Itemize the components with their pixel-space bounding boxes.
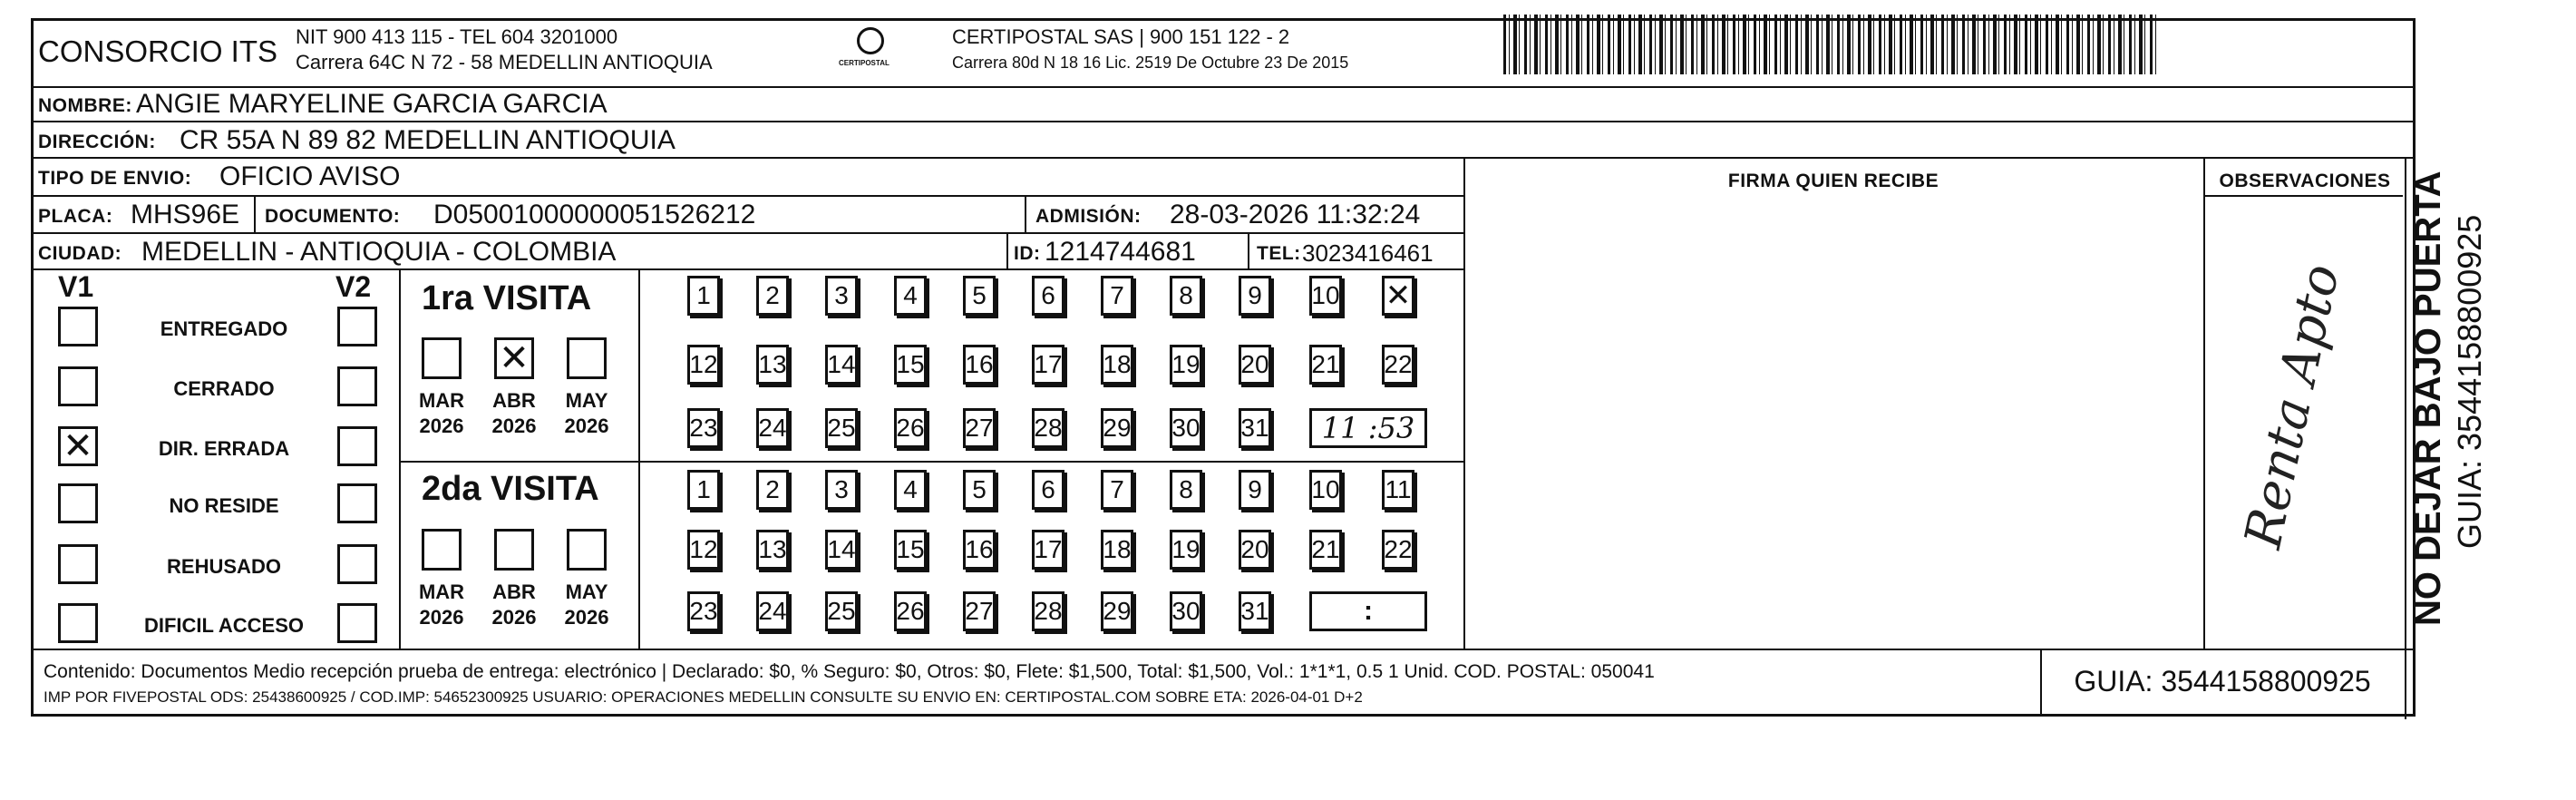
day-box[interactable]: 3 xyxy=(825,276,858,316)
rule xyxy=(31,86,2416,88)
v2-checkbox[interactable] xyxy=(337,603,377,643)
day-box[interactable]: 9 xyxy=(1239,470,1271,510)
day-box[interactable]: 27 xyxy=(963,408,996,448)
day-box[interactable]: 14 xyxy=(825,530,858,570)
rule xyxy=(1006,232,1008,268)
month-label: MAY 2026 xyxy=(564,389,609,437)
day-box[interactable]: 12 xyxy=(687,345,720,385)
day-box[interactable]: 15 xyxy=(894,530,927,570)
rule xyxy=(31,268,1463,270)
day-box[interactable]: 12 xyxy=(687,530,720,570)
day-box[interactable]: 31 xyxy=(1239,408,1271,448)
observaciones-header: OBSERVACIONES xyxy=(2219,171,2391,191)
tipo-envio-value: OFICIO AVISO xyxy=(219,161,401,191)
rule xyxy=(2203,157,2205,649)
status-label: DIR. ERRADA xyxy=(158,437,290,460)
v1-checkbox[interactable] xyxy=(58,366,98,406)
day-box[interactable]: 25 xyxy=(825,591,858,631)
month-checkbox[interactable] xyxy=(422,529,462,571)
direccion-label: DIRECCIÓN: xyxy=(38,132,156,152)
month-checkbox[interactable] xyxy=(567,529,607,571)
day-box[interactable]: 5 xyxy=(963,276,996,316)
id-label: ID: xyxy=(1014,243,1041,264)
status-label: NO RESIDE xyxy=(169,494,279,517)
day-box[interactable]: 19 xyxy=(1170,345,1202,385)
day-box[interactable]: 5 xyxy=(963,470,996,510)
firma-header: FIRMA QUIEN RECIBE xyxy=(1727,171,1939,191)
v1-checkbox[interactable] xyxy=(58,307,98,346)
nombre-value: ANGIE MARYELINE GARCIA GARCIA xyxy=(136,89,608,119)
rule xyxy=(1025,195,1026,232)
second-visit-title: 2da VISITA xyxy=(422,470,599,508)
rule xyxy=(31,649,2416,650)
v2-label: V2 xyxy=(335,270,372,303)
v1-checkbox[interactable] xyxy=(58,483,98,523)
footer-line2: IMP POR FIVEPOSTAL ODS: 25438600925 / COD.IMP: 54652300925 USUARIO: OPERACIONES MEDELLIN CONSULTE SU ENVIO EN: CERTIPOSTAL.COM SOBRE ETA: 2026-04-01 D+2 xyxy=(44,688,1363,706)
day-box[interactable]: 7 xyxy=(1101,470,1133,510)
form-frame xyxy=(31,18,2416,717)
rule xyxy=(31,121,2416,122)
day-box[interactable]: 24 xyxy=(756,408,789,448)
v1-checkbox[interactable] xyxy=(58,603,98,643)
tipo-envio-label: TIPO DE ENVIO: xyxy=(38,168,192,189)
day-box[interactable]: 31 xyxy=(1239,591,1271,631)
day-box[interactable]: 30 xyxy=(1170,408,1202,448)
ciudad-label: CIUDAD: xyxy=(38,243,122,264)
time-box[interactable]: : xyxy=(1309,591,1427,631)
day-box[interactable]: 17 xyxy=(1032,530,1064,570)
footer-guia: GUIA: 3544158800925 xyxy=(2074,665,2371,698)
side-warning: NO DEJAR BAJO PUERTA xyxy=(2408,171,2448,626)
day-box[interactable]: 18 xyxy=(1101,345,1133,385)
month-label: MAR 2026 xyxy=(418,389,465,437)
day-box[interactable]: 22 xyxy=(1382,345,1414,385)
day-box[interactable]: 18 xyxy=(1101,530,1133,570)
admision-value: 28-03-2026 11:32:24 xyxy=(1170,200,1421,229)
first-visit-title: 1ra VISITA xyxy=(422,279,592,317)
documento-value: D05001000000051526212 xyxy=(433,200,756,229)
day-box[interactable]: 4 xyxy=(894,276,927,316)
header-company-line2: Carrera 64C N 72 - 58 MEDELLIN ANTIOQUIA xyxy=(296,51,713,73)
rule xyxy=(2203,195,2403,197)
month-checkbox[interactable] xyxy=(567,337,607,379)
day-box[interactable]: 23 xyxy=(687,408,720,448)
nombre-label: NOMBRE: xyxy=(38,95,132,116)
day-box[interactable]: 14 xyxy=(825,345,858,385)
footer-line1: Contenido: Documentos Medio recepción prueba de entrega: electrónico | Declarado: $0, % Seguro: $0, Otros: $0, Flete: $1,500, Total: $1,500, Vol.: 1*1*1, 0.5 1 Unid. COD. POSTAL: 050041 xyxy=(44,661,1655,682)
observaciones-handwriting: Renta Apto xyxy=(2233,259,2352,553)
day-box[interactable]: 7 xyxy=(1101,276,1133,316)
header-company: CONSORCIO ITS xyxy=(38,34,278,68)
day-box[interactable]: 11 xyxy=(1382,470,1414,510)
day-box[interactable]: 15 xyxy=(894,345,927,385)
day-box[interactable]: 6 xyxy=(1032,276,1064,316)
day-box[interactable]: 8 xyxy=(1170,470,1202,510)
rule xyxy=(31,195,1463,197)
rule xyxy=(31,157,2416,159)
tel-value: 3023416461 xyxy=(1302,239,1434,267)
logo-caption: CERTIPOSTAL xyxy=(839,59,889,67)
month-label: MAR 2026 xyxy=(418,580,465,629)
day-box[interactable]: 23 xyxy=(687,591,720,631)
day-box[interactable]: ✕ xyxy=(1382,276,1414,316)
day-box[interactable]: 16 xyxy=(963,530,996,570)
month-checkbox[interactable] xyxy=(494,529,534,571)
month-label: ABR 2026 xyxy=(491,580,537,629)
time-box[interactable]: 11 :53 xyxy=(1309,408,1427,448)
day-box[interactable]: 30 xyxy=(1170,591,1202,631)
header-carrier-line1: CERTIPOSTAL SAS | 900 151 122 - 2 xyxy=(952,25,1290,48)
day-box[interactable]: 3 xyxy=(825,470,858,510)
v2-checkbox[interactable] xyxy=(337,307,377,346)
rule xyxy=(399,461,1463,463)
day-box[interactable]: 8 xyxy=(1170,276,1202,316)
rule xyxy=(2405,157,2406,719)
status-label: DIFICIL ACCESO xyxy=(143,614,304,637)
v2-checkbox[interactable] xyxy=(337,426,377,466)
day-box[interactable]: 6 xyxy=(1032,470,1064,510)
direccion-value: CR 55A N 89 82 MEDELLIN ANTIOQUIA xyxy=(180,125,676,155)
day-box[interactable]: 24 xyxy=(756,591,789,631)
day-box[interactable]: 19 xyxy=(1170,530,1202,570)
v1-label: V1 xyxy=(58,270,94,303)
day-box[interactable]: 10 xyxy=(1309,276,1342,316)
status-label: ENTREGADO xyxy=(160,317,288,340)
v2-checkbox[interactable] xyxy=(337,544,377,584)
rule xyxy=(1248,232,1249,268)
v2-checkbox[interactable] xyxy=(337,366,377,406)
header-company-line1: NIT 900 413 115 - TEL 604 3201000 xyxy=(296,25,618,48)
day-box[interactable]: 21 xyxy=(1309,345,1342,385)
day-box[interactable]: 28 xyxy=(1032,408,1064,448)
day-box[interactable]: 20 xyxy=(1239,345,1271,385)
day-box[interactable]: 1 xyxy=(687,276,720,316)
tel-label: TEL: xyxy=(1257,243,1301,264)
day-box[interactable]: 29 xyxy=(1101,408,1133,448)
day-box[interactable]: 26 xyxy=(894,408,927,448)
day-box[interactable]: 13 xyxy=(756,530,789,570)
side-guia: GUIA: 3544158800925 xyxy=(2451,214,2488,549)
id-value: 1214744681 xyxy=(1045,237,1196,267)
day-box[interactable]: 2 xyxy=(756,470,789,510)
day-box[interactable]: 13 xyxy=(756,345,789,385)
v2-checkbox[interactable] xyxy=(337,483,377,523)
status-label: REHUSADO xyxy=(167,555,281,578)
day-box[interactable]: 1 xyxy=(687,470,720,510)
day-box[interactable]: 4 xyxy=(894,470,927,510)
admision-label: ADMISIÓN: xyxy=(1035,206,1142,227)
v1-checkbox[interactable]: ✕ xyxy=(58,426,98,466)
day-box[interactable]: 16 xyxy=(963,345,996,385)
ciudad-value: MEDELLIN - ANTIOQUIA - COLOMBIA xyxy=(141,237,617,267)
day-box[interactable]: 21 xyxy=(1309,530,1342,570)
day-box[interactable]: 22 xyxy=(1382,530,1414,570)
day-box[interactable]: 26 xyxy=(894,591,927,631)
day-box[interactable]: 17 xyxy=(1032,345,1064,385)
month-checkbox[interactable] xyxy=(422,337,462,379)
rule xyxy=(638,268,640,649)
day-box[interactable]: 9 xyxy=(1239,276,1271,316)
month-label: ABR 2026 xyxy=(491,389,537,437)
documento-label: DOCUMENTO: xyxy=(265,206,401,227)
header-carrier-line2: Carrera 80d N 18 16 Lic. 2519 De Octubre 23 De 2015 xyxy=(952,54,1349,72)
day-box[interactable]: 20 xyxy=(1239,530,1271,570)
rule xyxy=(399,268,401,649)
month-label: MAY 2026 xyxy=(564,580,609,629)
v1-checkbox[interactable] xyxy=(58,544,98,584)
status-label: CERRADO xyxy=(173,377,275,400)
day-box[interactable]: 28 xyxy=(1032,591,1064,631)
day-box[interactable]: 25 xyxy=(825,408,858,448)
day-box[interactable]: 10 xyxy=(1309,470,1342,510)
month-checkbox[interactable]: ✕ xyxy=(494,337,534,379)
day-box[interactable]: 29 xyxy=(1101,591,1133,631)
rule xyxy=(1463,157,1465,649)
rule xyxy=(254,195,256,232)
placa-label: PLACA: xyxy=(38,206,113,227)
day-box[interactable]: 2 xyxy=(756,276,789,316)
placa-value: MHS96E xyxy=(131,200,240,229)
day-box[interactable]: 27 xyxy=(963,591,996,631)
